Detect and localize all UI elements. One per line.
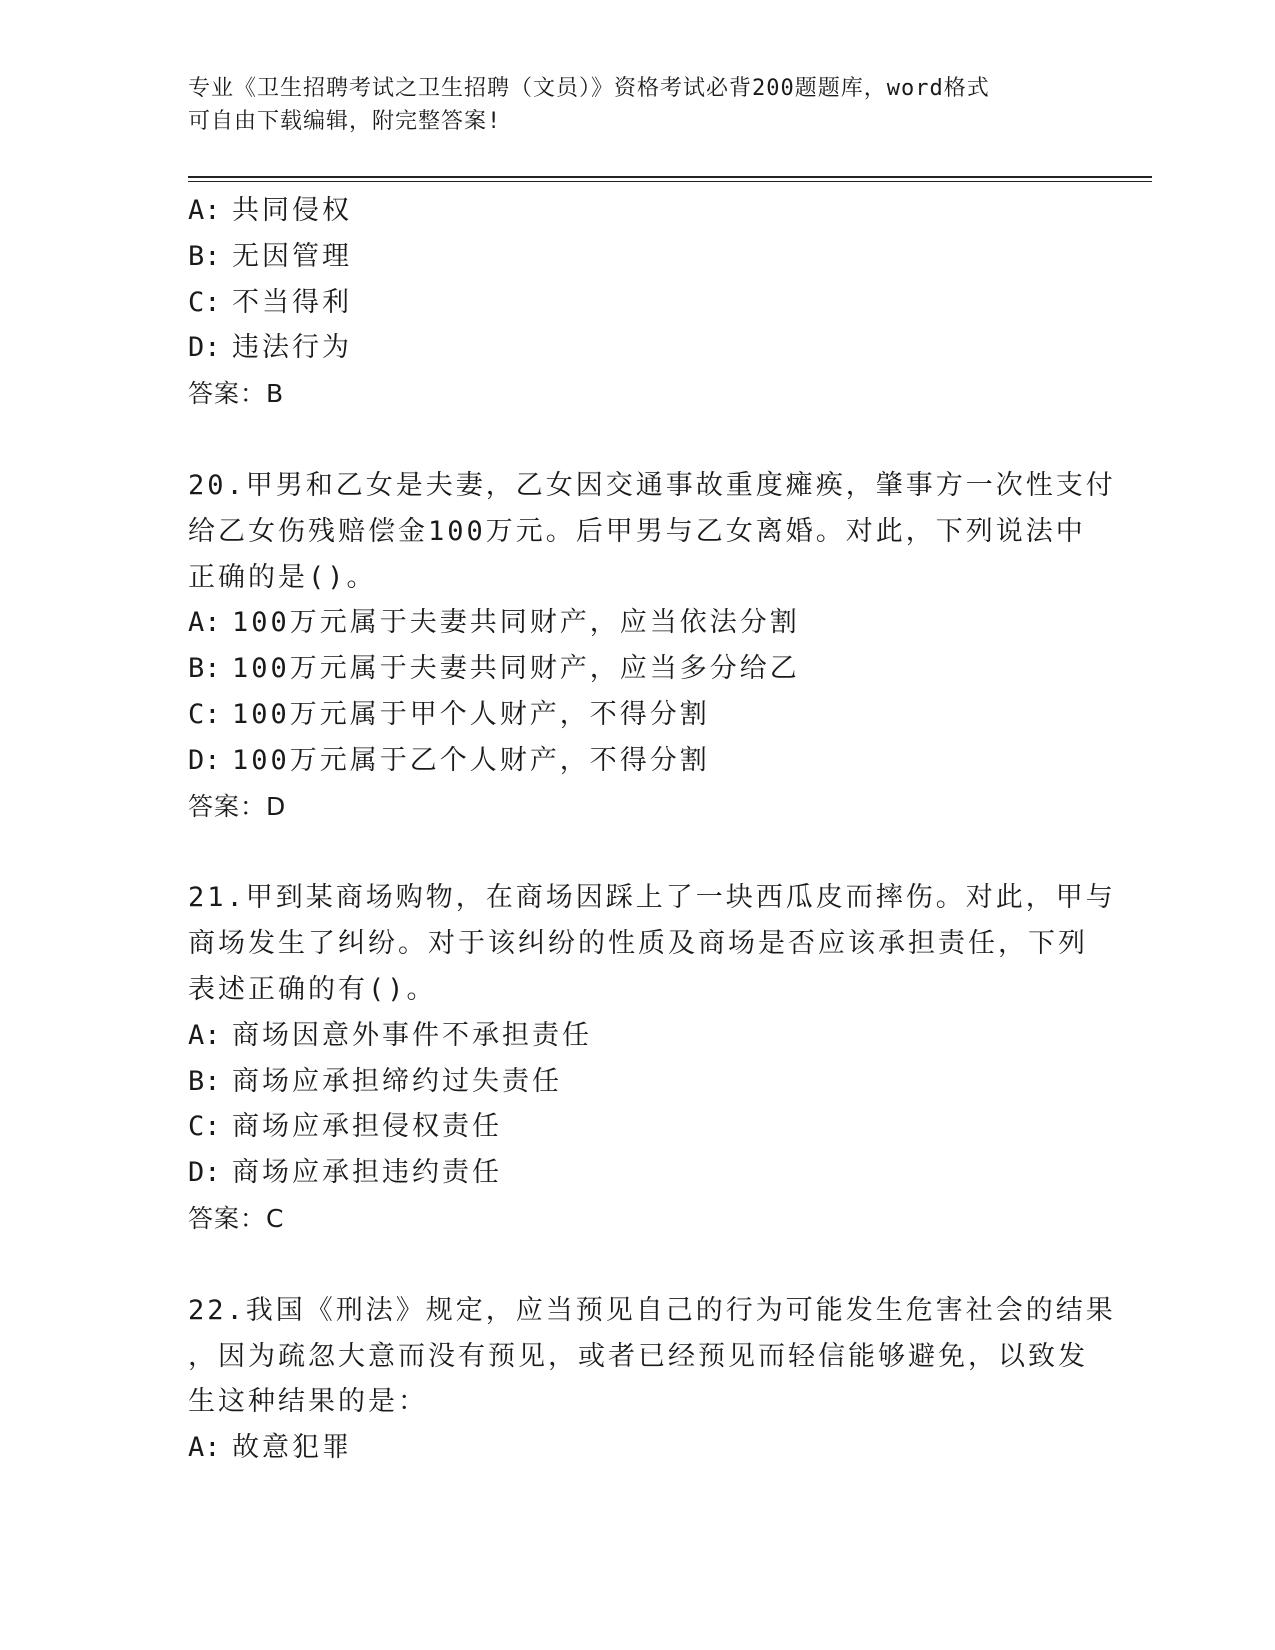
document-header: [188, 72, 1068, 138]
question-19: [188, 188, 1088, 417]
answer-line: 答案：B: [188, 379, 285, 409]
option-text: 商场应承担违约责任: [232, 1157, 502, 1189]
option-text: 100万元属于甲个人财产，不得分割: [232, 698, 710, 730]
option-c: [188, 1104, 1088, 1150]
question-text-line: 正确的是()。: [188, 561, 377, 593]
option-text: 100万元属于夫妻共同财产，应当多分给乙: [232, 653, 800, 685]
question-text-line: ，因为疏忽大意而没有预见，或者已经预见而轻信能够避免，以致发: [188, 1340, 1088, 1372]
question-text-line: 表述正确的有()。: [188, 973, 437, 1005]
option-key: B:: [188, 653, 221, 685]
answer-line: 答案：D: [188, 791, 287, 821]
option-text: 商场应承担侵权责任: [232, 1111, 502, 1143]
question-text-line: 22.我国《刑法》规定，应当预见自己的行为可能发生危害社会的结果: [188, 1294, 1116, 1326]
question-20: [188, 463, 1116, 829]
option-b: [188, 646, 1088, 692]
option-key: B:: [188, 240, 221, 272]
question-text-line: 21.甲到某商场购物，在商场因踩上了一块西瓜皮而摔伤。对此，甲与: [188, 882, 1116, 914]
option-key: A:: [188, 607, 221, 639]
option-text: 100万元属于乙个人财产，不得分割: [232, 744, 710, 776]
header-line-1: 专业《卫生招聘考试之卫生招聘（文员）》资格考试必背200题题库，word格式: [188, 76, 990, 101]
option-key: C:: [188, 1111, 221, 1143]
answer-line: 答案：C: [188, 1203, 285, 1233]
option-d: [188, 1150, 1088, 1196]
question-text-line: 给乙女伤残赔偿金100万元。后甲男与乙女离婚。对此，下列说法中: [188, 515, 1086, 547]
option-key: A:: [188, 1019, 221, 1051]
option-c: [188, 692, 1088, 738]
option-d: [188, 325, 1088, 371]
option-key: B:: [188, 1065, 221, 1097]
header-line-2: 可自由下载编辑，附完整答案!: [188, 109, 502, 134]
option-b: [188, 234, 1088, 280]
option-c: [188, 280, 1088, 326]
option-b: [188, 1059, 1088, 1105]
spacer: [188, 829, 1088, 875]
option-a: [188, 1013, 1088, 1059]
option-text: 无因管理: [232, 240, 352, 272]
option-a: [188, 188, 1088, 234]
question-text-line: 生这种结果的是：: [188, 1386, 428, 1418]
option-d: [188, 738, 1088, 784]
option-key: A:: [188, 195, 221, 226]
spacer: [188, 417, 1088, 463]
option-text: 商场因意外事件不承担责任: [232, 1019, 592, 1051]
option-text: 故意犯罪: [232, 1432, 352, 1464]
option-text: 商场应承担缔约过失责任: [232, 1065, 562, 1097]
header-divider-thin: [188, 181, 1152, 182]
question-text-line: 商场发生了纠纷。对于该纠纷的性质及商场是否应该承担责任，下列: [188, 928, 1088, 960]
header-divider-thick: [188, 176, 1152, 178]
option-a: [188, 1425, 1088, 1471]
question-22: [188, 1288, 1116, 1471]
question-21: [188, 875, 1116, 1241]
document-body: [188, 188, 1116, 1471]
option-key: D:: [188, 1157, 221, 1189]
spacer: [188, 1242, 1088, 1288]
question-text-line: 20.甲男和乙女是夫妻，乙女因交通事故重度瘫痪，肇事方一次性支付: [188, 469, 1116, 501]
option-text: 共同侵权: [232, 195, 352, 226]
option-a: [188, 600, 1088, 646]
option-text: 违法行为: [232, 332, 352, 364]
option-text: 不当得利: [232, 286, 352, 318]
option-key: C:: [188, 698, 221, 730]
option-text: 100万元属于夫妻共同财产，应当依法分割: [232, 607, 800, 639]
option-key: C:: [188, 286, 221, 318]
option-key: D:: [188, 744, 221, 776]
option-key: A:: [188, 1432, 221, 1464]
option-key: D:: [188, 332, 221, 364]
